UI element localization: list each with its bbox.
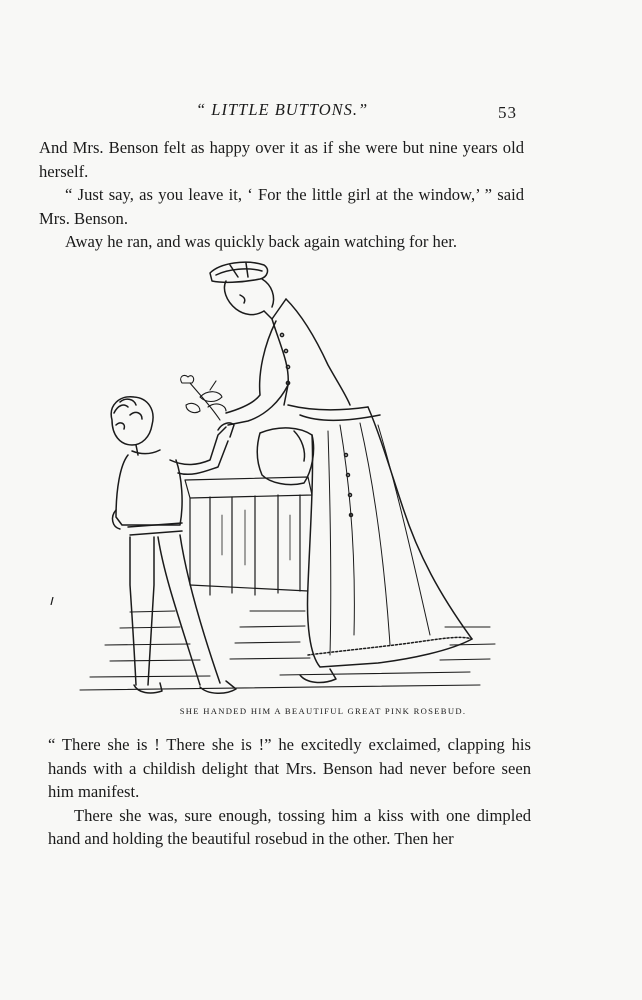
text-block-bottom [48, 733, 531, 851]
rosebud-drawing [181, 375, 226, 420]
wooden-rail [185, 477, 312, 595]
floor-lines [80, 611, 495, 690]
boy-figure [111, 397, 236, 694]
paragraph: There she was, sure enough, tossing him a kiss with one dimpled hand and holding the beautiful rosebud in the other. Then her [48, 805, 531, 848]
page-number: 53 [498, 103, 517, 122]
paragraph: “ There she is ! There she is !” he excitedly exclaimed, clapping his hands with a childish delight that Mrs. Benson had never before seen him manifest. [48, 735, 531, 801]
illustration-caption [0, 706, 642, 716]
paragraph: And Mrs. Benson felt as happy over it as if she were but nine years old herself. [39, 138, 524, 181]
running-title: “ LITTLE BUTTONS.” [196, 100, 369, 119]
line-engraving-illustration [50, 255, 510, 705]
paragraph: Away he ran, and was quickly back again watching for her. [65, 232, 457, 251]
caption-text: SHE HANDED HIM A BEAUTIFUL GREAT PINK ROSEBUD. [179, 706, 467, 716]
woman-figure [210, 262, 472, 682]
text-block-top [39, 136, 524, 254]
paragraph: “ Just say, as you leave it, ‘ For the little girl at the window,’ ” said Mrs. Benson. [39, 185, 524, 228]
printing-speck [50, 597, 54, 605]
